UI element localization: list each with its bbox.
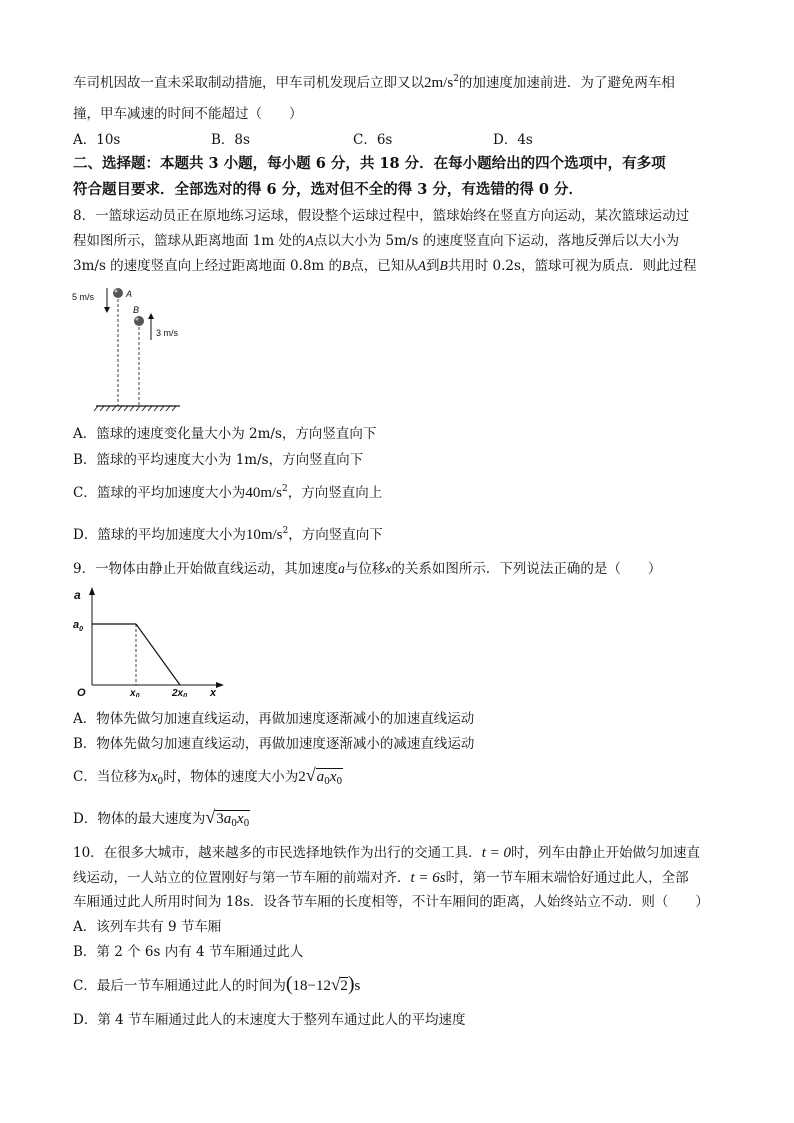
q10-stem-line2: 线运动，一人站立的位置刚好与第一节车厢的前端对齐．t = 6s时，第一节车厢末端恰好通过此人，全部: [73, 870, 689, 886]
y-axis-label: a: [74, 588, 81, 602]
sqrt-icon: √: [205, 807, 216, 827]
q8-stem-line1: 8．一篮球运动员正在原地练习运球，假设整个运球过程中，篮球始终在竖直方向运动，某次篮球运动过: [73, 208, 690, 224]
q8-option-a[interactable]: A．篮球的速度变化量大小为 2m/s，方向竖直向下: [73, 426, 377, 442]
q8-stem-line3: 3m/s 的速度竖直向上经过距离地面 0.8m 的B点，已知从A到B共用时 0.2s，篮球可视为质点．则此过程: [73, 258, 697, 274]
up-arrow-icon: [148, 313, 154, 340]
q7-option-b[interactable]: B．8s: [211, 132, 250, 148]
q8-label-a: A: [126, 289, 133, 299]
q7-option-c[interactable]: C．6s: [353, 132, 393, 148]
q10-option-d[interactable]: D．第 4 节车厢通过此人的末速度大于整列车通过此人的平均速度: [73, 1012, 466, 1028]
q10-stem-line3: 车厢通过此人所用时间为 18s．设各节车厢的长度相等，不计车厢间的距离，人始终站立不动．则（ ）: [73, 894, 709, 910]
q10-option-b[interactable]: B．第 2 个 6s 内有 4 节车厢通过此人: [73, 944, 304, 960]
q8-stem-line2: 程如图所示，篮球从距离地面 1m 处的A点以大小为 5m/s 的速度竖直向下运动，落地反弹后以大小为: [73, 233, 680, 249]
q8-velocity-up-label: 3 m/s: [156, 328, 179, 338]
ground-icon: [94, 406, 180, 411]
x-tick-x0: $x_0$: [130, 688, 140, 697]
y-axis: [89, 587, 95, 685]
q7-line1: 车司机因故一直未采取制动措施，甲车司机发现后立即又以$2m/s^2$的加速度加速前进．为了避免两车相: [73, 74, 675, 91]
section2-heading-line2: 符合题目要求．全部选对的得 6 分，选对但不全的得 3 分，有选错的得 0 分．: [73, 181, 584, 198]
q9-option-b[interactable]: B．物体先做匀加速直线运动，再做加速度逐渐减小的减速直线运动: [73, 736, 475, 752]
q9-option-c[interactable]: C．当位移为$x_0$时，物体的速度大小为$2√a_0x_0$: [73, 765, 343, 787]
section2-heading-line1: 二、选择题：本题共 3 小题，每小题 6 分，共 18 分．在每小题给出的四个选项中，有多项: [73, 155, 666, 172]
q9-d-radicand: $3a_0x_0$: [216, 811, 250, 829]
graph-line-decreasing: [136, 624, 180, 685]
x-tick-2x0: $2x_0$: [172, 688, 188, 697]
q8-option-d[interactable]: D．篮球的平均加速度大小为$10m/s^2$，方向竖直向下: [73, 526, 383, 543]
q10-stem-line1: 10．在很多大城市，越来越多的市民选择地铁作为出行的交通工具．t = 0时，列车由静止开始做匀加速直: [73, 845, 700, 861]
q9-option-a[interactable]: A．物体先做匀加速直线运动，再做加速度逐渐减小的加速直线运动: [73, 711, 475, 727]
x-axis: [92, 682, 224, 688]
q10-option-a[interactable]: A．该列车共有 9 节车厢: [73, 919, 222, 935]
q8-option-c[interactable]: C．篮球的平均加速度大小为$40m/s^2$，方向竖直向上: [73, 484, 383, 501]
ball-a-icon: [113, 288, 123, 298]
sqrt-icon: √: [330, 975, 341, 994]
q8-label-b: B: [133, 305, 140, 315]
q8-option-b[interactable]: B．篮球的平均速度大小为 1m/s，方向竖直向下: [73, 452, 364, 468]
q8-velocity-down-label: 5 m/s: [72, 292, 95, 302]
q7-option-a[interactable]: A．10s: [73, 132, 121, 148]
q9-c-radicand: $a_0x_0$: [316, 769, 343, 787]
q7-option-d[interactable]: D．4s: [493, 132, 533, 148]
origin-label: O: [77, 687, 86, 697]
q9-option-d[interactable]: D．物体的最大速度为$√3a_0x_0$: [73, 807, 250, 829]
ball-b-icon: [134, 316, 144, 326]
x-axis-label: x: [210, 687, 217, 697]
q9-stem: 9．一物体由静止开始做直线运动，其加速度a与位移x的关系如图所示．下列说法正确的是（ ）: [73, 561, 662, 577]
down-arrow-icon: [104, 288, 110, 313]
q9-acceleration-graph: [70, 585, 230, 697]
y-tick-a0: $a_0$: [73, 619, 84, 633]
sqrt-icon: √: [305, 765, 316, 785]
q7-line2: 撞，甲车减速的时间不能超过（ ）: [73, 106, 303, 122]
q10-option-c[interactable]: C．最后一节车厢通过此人的时间为(18−12√2)s: [73, 973, 361, 995]
q8-basketball-figure: [70, 282, 190, 412]
